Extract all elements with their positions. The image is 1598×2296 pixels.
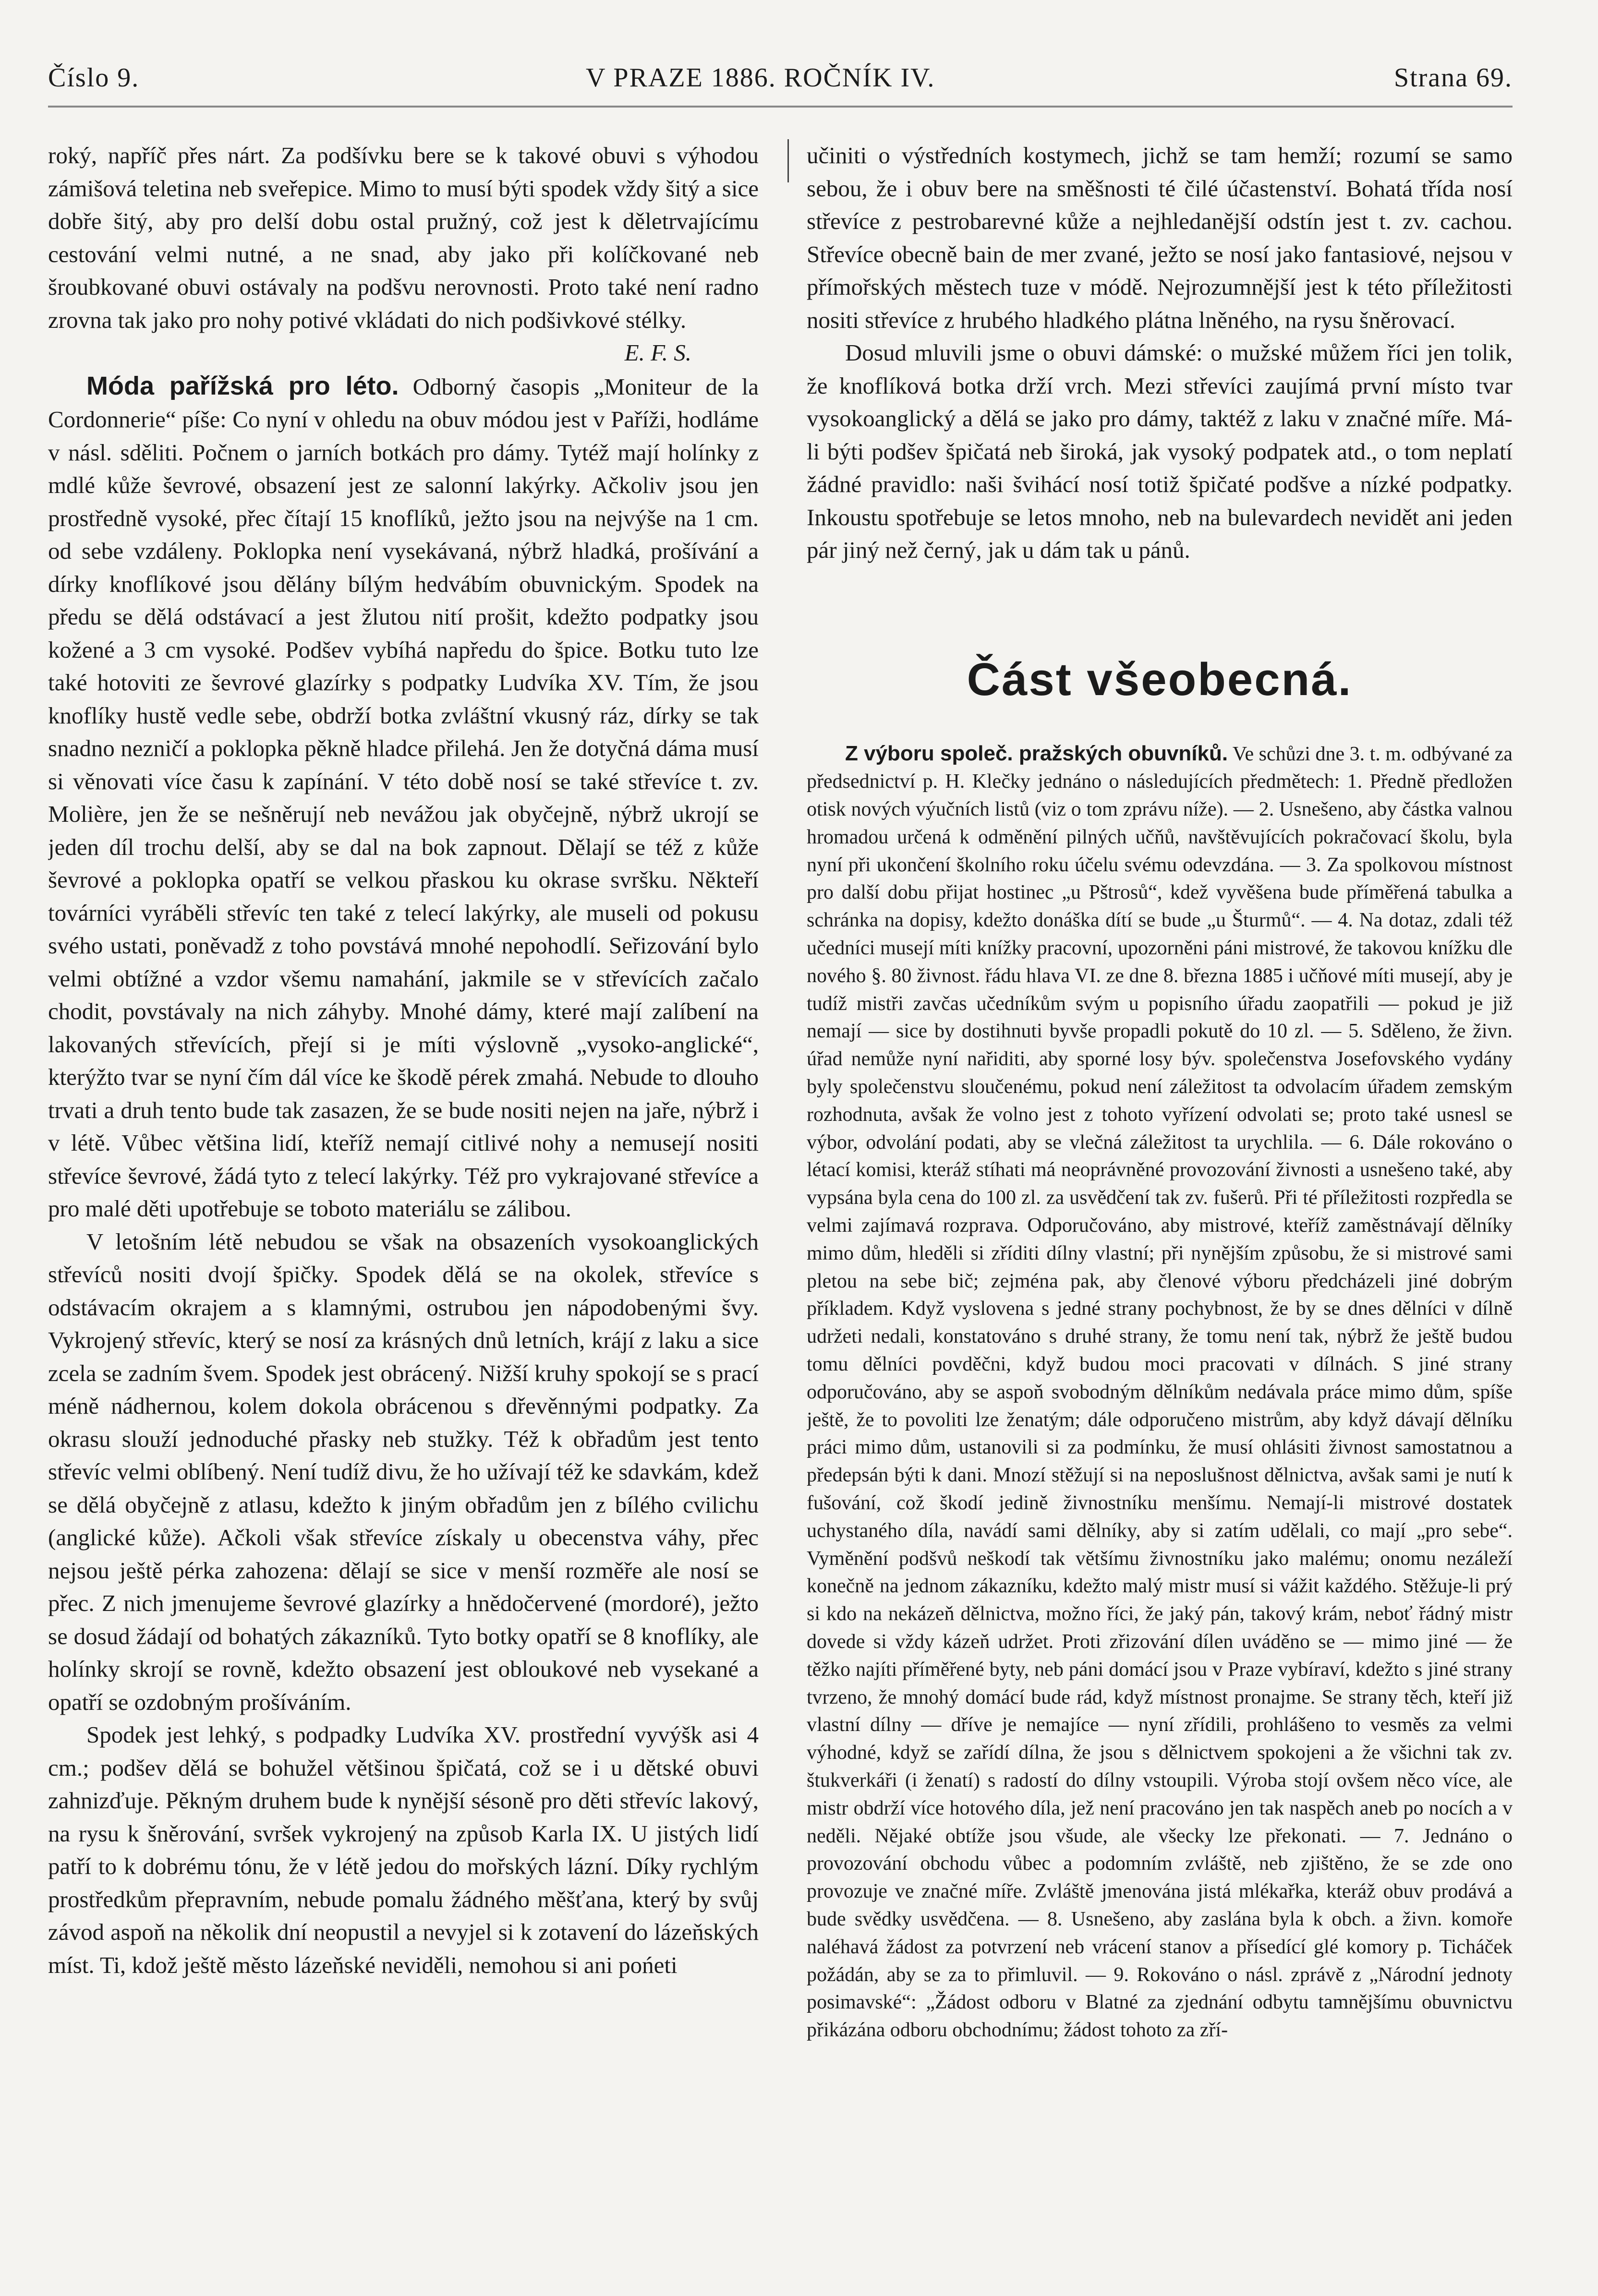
report-body: Ve schůzi dne 3. t. m. odbývané za předsednictví p. H. Klečky jednáno o následujících předmětech: 1. Předně předložen otisk nových výučních listů (viz o tom zprávu níže). — 2. Usnešeno, aby částka valnou hromadou určená k odměnění pilných učňů, navštěvujících pokračovací školu, byla nyní při ukončení školního roku účelu svému odevzdána. — 3. Za spolkovou místnost pro další dobu přijat hostinec „u Pštrosů“, kdež vyvěšena bude příměřená tabulka a schránka na dopisy, kdežto donáška dítí se bude „u Šturmů“. — 4. Na dotaz, zdali též učedníci musejí míti knížky pracovní, upozorněni páni mistrové, že takovou knížku dle nového §. 80 živnost. řádu hlava VI. ze dne 8. března 1885 i učňové míti musejí, aby je tudíž mistři zavčas učedníkům svým u popisního úřadu zaopatřili — pokud je již nemají — sice by dostihnuti byvše propadli pokutě do 10 zl. — 5. Sděleno, že živn. úřad nemůže nyní nařiditi, aby sporné losy býv. společenstva Josefovského vydány byly společenstvu sloučenému, pokud není záležitost ta odvolacím úřadem zemským rozhodnuta, avšak že volno jest z tohoto vyřízení odvolati se; proto také usnesl se výbor, odvolání podati, aby se vlečná záležitost ta urychlila. — 6. Dále rokováno o létací komisi, kteráž stíhati má neoprávněné provozování živnosti a usnešeno také, aby vypsána byla cena do 100 zl. za usvědčení tak zv. fušerů. Při té příležitosti rozpředla se velmi zajímavá rozprava. Odporučováno, aby mistrové, kteříž zaměstnávají dělníky mimo dům, hleděli si zříditi dílny vlastní; při nynějším způsobu, že si mistrové sami pletou na sebe bič; zejména pak, aby členové výboru předcházeli jiné dobrým příkladem. Když vyslovena s jedné strany pochybnost, že by se dnes dělníci v dílně udržeti nedali, konstatováno s druhé strany, že tomu není tak, nýbrž že ještě budou tomu dělníci povděčni, když budou moci pracovati v dílnách. S jiné strany odporučováno, aby se aspoň svobodným dělníkům nedávala práce mimo dům, spíše ještě, že to povoliti lze ženatým; dále odporučeno mistrům, aby když dávají dělníku práci mimo dům, ustanovili si za podmínku, že musí ohlásiti živnost samostatnou a předepsán býti k dani. Mnozí stěžují si na neposlušnost dělnictva, avšak sami je nutí k fušování, což škodí jedině živnostníku menšímu. Nemají-li mistrové dostatek uchystaného díla, navádí sami dělníky, aby si zatím udělali, co mají „pro sebe“. Vyměnění podšvů neškodí tak většímu živnostníku jako malému; onomu nezáleží konečně na jednom zákazníku, kdežto malý mistr musí si vážit každého. Stěžuje-li prý si kdo na nekázeň dělnictva, možno říci, že jaký pán, takový krám, neboť řádný mistr dovede si vždy kázeň udržet. Proti zřizování dílen uváděno se — mimo jiné — že těžko najíti příměřené byty, neb páni domácí jsou v Praze vybíraví, kdežto s jiné strany tvrzeno, že mnohý domácí bude rád, když místnost pronajme. Se strany těch, kteří již vlastní dílny — dříve je nemajíce — nyní zřídili, prohlášeno to vesměs za velmi výhodné, když se zařídí dílna, že jsou s dělnictvem spokojeni a že všichni tak zv. štukverkáři (i ženatí) s radostí do dílny vstoupili. Výroba stojí ovšem něco více, ale mistr obdrží více hotového díla, jež není pracováno jen tak naspěch aneb po nocích a v neděli. Nějaké obtíže jsou všude, ale všecky lze překonati. — 7. Jednáno o provozování obchodu vůbec a podomním zvláště, neb zjištěno, že se zde ono provozuje ve značné míře. Zvláště jmenována jistá mlékařka, kteráž obuv prodává a bude svědky usvědčena. — 8. Usnešeno, aby zaslána byla k obch. a živn. komoře naléhavá žádost za potvrzení neb vrácení stanov a přísedící glé komory p. Ticháček požádán, aby se za to přimluvil. — 9. Rokováno o násl. zprávě z „Národní jednoty posimavské“: „Žádost odboru v Blatné za zjednání odbytu tamnějšímu obuvnictvu přikázána odboru obchodnímu; žádost tohoto za zří-	[807, 743, 1513, 2042]
moda-paragraph-2: V letošním létě nebudou se však na obsazeních vysokoanglických střevíců nositi dvojí špičky. Spodek dělá se na okolek, střevíce s odstávacím okrajem a s klamnými, ostrubou jen nápodobenými švy. Vykrojený střevíc, který se nosí za krásných dnů letních, krájí z laku a sice zcela se zadním švem. Spodek jest obrácený. Nižší kruhy spokojí se s prací méně nádhernou, kolem dokola obrácenou s dřevěnnými podpatky. Za okrasu slouží jednoduché přasky neb stužky. Též k obřadům jest tento střevíc velmi oblíbený. Není tudíž divu, že ho užívají též ke sdavkám, kdež se dělá obyčejně z atlasu, kdežto k jiným obřadům jen z bílého cvilichu (anglické kůže). Ačkoli však střevíce získaly u obecenstva váhy, přec nejsou ještě pérka zahozena: dělají se sice v menší rozměře ale nosí se přec. Z nich jmenujeme ševrové glazírky a hnědočervené (mordoré), ježto se dosud žádají od bohatých zákazníků. Tyto botky opatří se 8 knoflíky, ale holínky skrojí se rovně, kdežto obsazení jest obloukové neb vysekané a opatří se ozdobným prošíváním.	[48, 1228, 759, 1715]
article-continuation: roký, napříč přes nárt. Za podšívku bere se k takové obuvi s výhodou zámišová teletina neb sveřepice. Mimo to musí býti spodek vždy šitý a sice dobře šitý, aby pro delší dobu ostal pružný, což jest k děletrvajícímu cestování velmi nutné, a ne snad, aby jako při kolíčkované neb šroubkované obuvi ostávaly na podšvu nerovnosti. Proto také není radno zrovna tak jako pro nohy potivé vkládati do nich podšivkové stélky.	[48, 142, 759, 333]
section-title: Část všeobecná.	[967, 653, 1353, 705]
report-heading: Z výboru společ. pražských obuvníků.	[845, 741, 1228, 765]
moda-paragraph-3: Spodek jest lehký, s podpadky Ludvíka XV. prostřední vyvýšk asi 4 cm.; podšev dělá se bohužel většinou špičatá, což se i u dětské obuvi zahnizďuje. Pěkným druhem bude k nynější sésoně pro děti střevíc lakový, na rysu k šněrování, svršek vykrojený na způsob Karla IX. U jistých lidí patří to k dobrému tónu, že v létě jedou do mořských lázní. Díky rychlým prostředkům přepravním, nebude pomalu žádného měšťana, který by svůj závod aspoň na několik dní neopustil a nevyjel si k zotavení do lázeňských míst. Ti, kdož ještě město lázeňské neviděli, nemohou si ani pońeti	[48, 1721, 759, 1978]
moda-continuation: učiniti o výstředních kostymech, jichž se tam hemží; rozumí se samo sebou, že i obuv bere na směšnosti té čilé účastenství. Bohatá třída nosí střevíce z pestrobarevné kůže a nejhledanější odstín jest t. zv. cachou. Střevíce obecně bain de mer zvané, ježto se nosí jako fantasiové, nejsou v přímořských městech tuze v módě. Nejrozumnější jest k této příležitosti nositi střevíce z hrubého hladkého plátna lněného, na rysu šněrovací.	[807, 142, 1513, 333]
left-column	[48, 139, 759, 2271]
right-column	[807, 139, 1513, 2271]
page-number: Strana 69.	[1393, 63, 1513, 93]
issue-number: Číslo 9.	[48, 63, 140, 93]
report-article	[807, 740, 1513, 2044]
moda-heading: Móda pařížská pro léto.	[86, 371, 399, 400]
column-divider	[787, 139, 789, 182]
article-signature: E. F. S.	[624, 339, 691, 366]
dateline: V PRAZE 1886. ROČNÍK IV.	[586, 63, 935, 93]
page-header	[48, 62, 1513, 101]
moda-article	[48, 370, 759, 1226]
moda-body: Odborný časopis „Moniteur de la Cordonnerie“ píše: Co nyní v ohledu na obuv módou jest v Paříži, hodláme v násl. sděliti. Počnem o jarních botkách pro dámy. Tytéž mají holínky z mdlé kůže ševrové, obsazení jest ze salonní lakýrky. Ačkoliv jsou jen prostředně vysoké, přec čítají 15 knoflíků, ježto jsou na nejvýše na 1 cm. od sebe vzdáleny. Poklopka není vysekávaná, nýbrž hladká, prošívání a dírky knoflíkové jsou dělány bílým hedvábím obuvnickým. Spodek na předu se dělá odstávací a jest žlutou nití prošit, kdežto podpatky jsou kožené a 3 cm vysoké. Podšev vybíhá napředu do špice. Botku tuto lze také hotoviti ze ševrové glazírky s podpatky Ludvíka XV. Tím, že jsou knoflíky hustě vedle sebe, obdrží botka zvláštní vkusný ráz, dírky se tak snadno nezničí a poklopka pěkně hladce přilehá. Jen že dotyčná dáma musí si věnovati více času k zapínání. V této době nosí se také střevíce t. zv. Molière, jen že se nešněrují neb nevážou jak obyčejně, nýbrž ukrojí se jeden díl trochu delší, aby se dal na bok zapnout. Dělají se též z kůže ševrové a poklopka opatří se velkou přaskou ku okrase svršku. Někteří továrníci vyráběli střevíc ten také z telecí lakýrky, ale museli od pokusu svého ustati, poněvadž z toho povstává mnohé nepohodlí. Seřizování bylo velmi obtížné a vzdor všemu namahání, jakmile se v střevících začalo chodit, povstávaly na nich záhyby. Mnohé dámy, které mají zalíbení na lakovaných střevících, přejí si je míti výslovně „vysoko-anglické“, kterýžto tvar se nyní čím dál více ke škodě pérek zmahá. Nebude to dlouho trvati a druh tento bude tak zasazen, že se bude nositi nejen na jaře, nýbrž i v létě. Vůbec většina lidí, kteříž nemají citlivé nohy a nemusejí nositi střevíce ševrové, žádá tyto z telecí lakýrky. Též pro vykrajované střevíce a pro malé děti upotřebuje se toboto materiálu se zálibou.	[48, 373, 759, 1222]
header-rule	[48, 106, 1513, 108]
moda-men-paragraph: Dosud mluvili jsme o obuvi dámské: o mužské můžem říci jen tolik, že knoflíková botka drží vrch. Mezi střevíci zaujímá první místo tvar vysokoanglický a dělá se jako pro dámy, taktéž z laku v značné míře. Má-li býti podšev špičatá neb široká, jak vysoký podpatek atd., o tom neplatí žádné pravidlo: naši švihácí nosí totiž špičaté podšve a nízké podpatky. Inkoustu spotřebuje se letos mnoho, neb na bulevardech nevidět ani jeden pár jiný než černý, jak u dám tak u pánů.	[807, 339, 1513, 563]
